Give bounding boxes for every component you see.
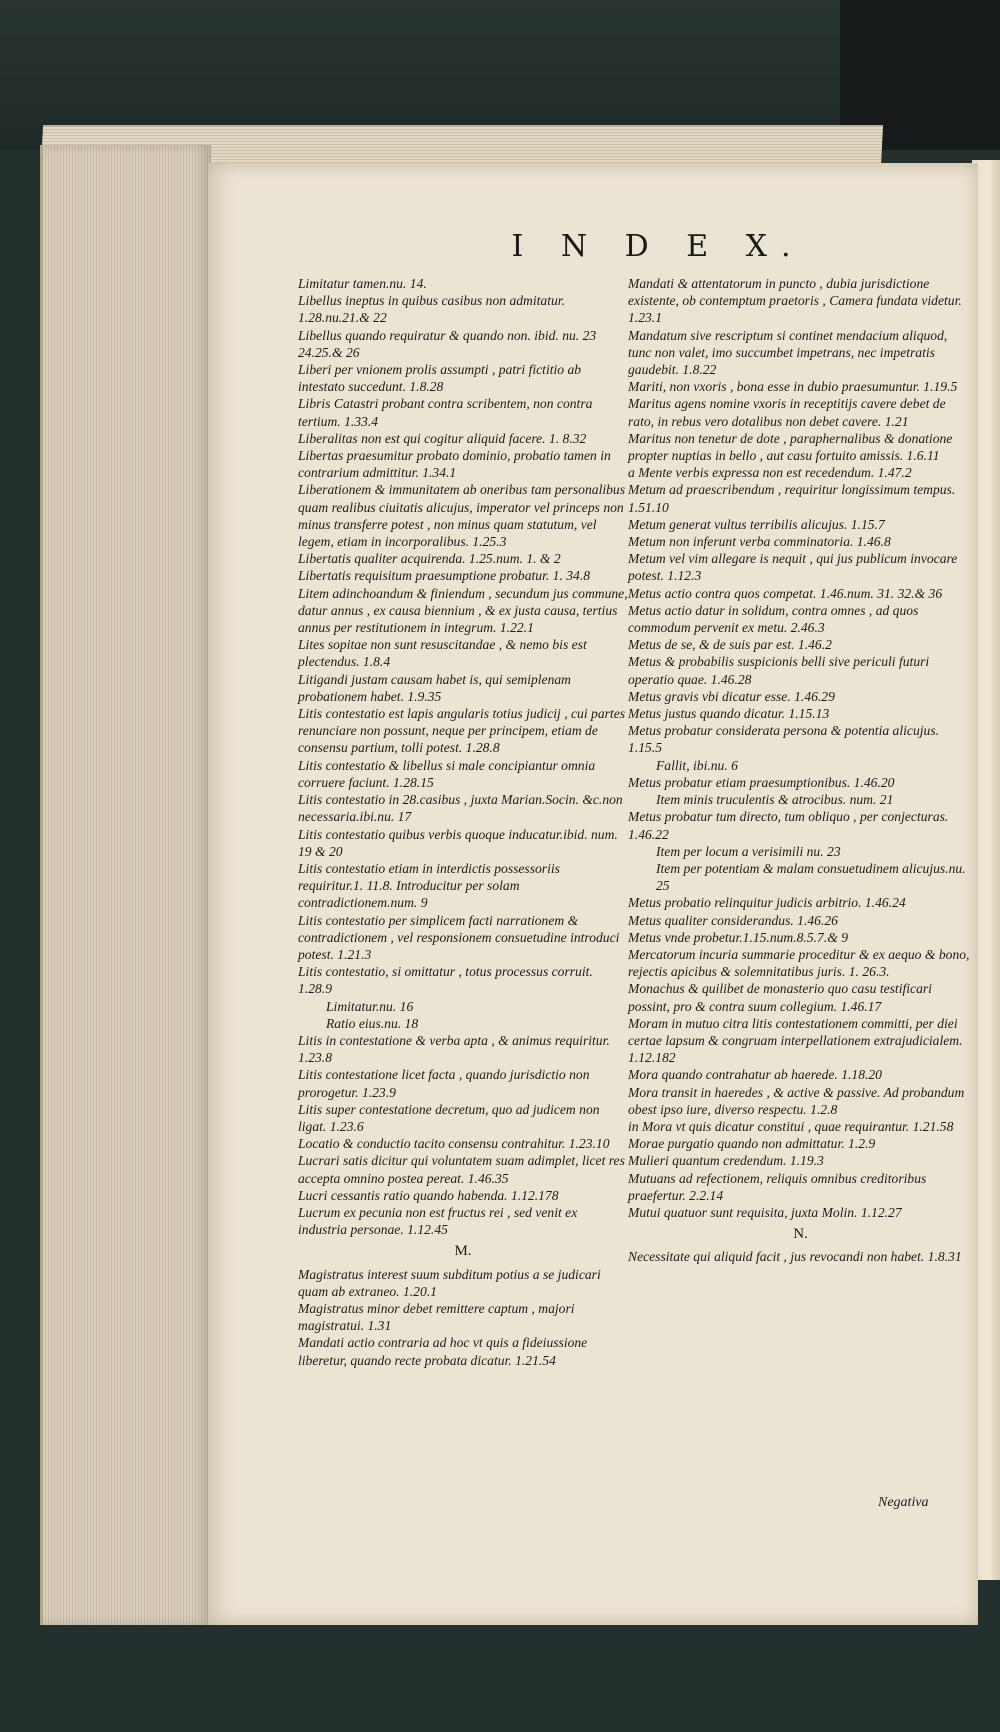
index-entry: Maritus non tenetur de dote , paraphernalibus & donatione propter nuptias in bello , aut casu fortuito amissis. 1.6.11 bbox=[628, 430, 953, 464]
index-entry: Necessitate qui aliquid facit , jus revocandi non habet. 1.8.31 bbox=[628, 1249, 962, 1265]
left-column bbox=[298, 275, 628, 1369]
index-entry: Metus justus quando dicatur. 1.15.13 bbox=[628, 706, 830, 722]
index-entry: Metus probatur considerata persona & potentia alicujus. 1.15.5 bbox=[628, 723, 940, 756]
index-entry: Lites sopitae non sunt resuscitandae , & nemo bis est plectendus. 1.8.4 bbox=[298, 637, 587, 670]
index-entry: Mutuans ad refectionem, reliquis omnibus creditoribus praefertur. 2.2.14 bbox=[628, 1170, 927, 1203]
section-letter: M. bbox=[454, 1243, 472, 1260]
index-entry: Morae purgatio quando non admittatur. 1.2.9 bbox=[628, 1136, 876, 1152]
index-entry: Magistratus interest suum subditum potius a se judicari quam ab extraneo. 1.20.1 bbox=[298, 1266, 601, 1299]
index-entry: Lucrari satis dicitur qui voluntatem suam adimplet, licet res accepta omnino postea pereat. 1.46.35 bbox=[298, 1153, 625, 1186]
index-entry: Libertas praesumitur probato dominio, probatio tamen in contrarium admittitur. 1.34.1 bbox=[298, 448, 611, 481]
index-entry: Metum generat vultus terribilis alicujus. 1.15.7 bbox=[628, 516, 885, 532]
index-entry: Metum ad praescribendum , requiritur longissimum tempus. 1.51.10 bbox=[628, 482, 956, 515]
index-entry: Liberi per vnionem prolis assumpti , patri fictitio ab intestato succedunt. 1.8.28 bbox=[298, 362, 582, 395]
index-entry: Ratio eius.nu. 18 bbox=[326, 1015, 419, 1031]
index-page bbox=[208, 163, 978, 1625]
index-entry: Lucrum ex pecunia non est fructus rei , sed venit ex industria personae. 1.12.45 bbox=[298, 1204, 578, 1238]
page-heading: I N D E X. bbox=[511, 229, 805, 264]
index-entry: Liberationem & immunitatem ab oneribus tam personalibus quam realibus ciuitatis alicujus, imperator vel princeps non minus transferre potest , non minus quam statutum, vel legem, etiam in incorporalibus. 1.25.3 bbox=[298, 482, 626, 550]
index-entry: Metus gravis vbi dicatur esse. 1.46.29 bbox=[628, 688, 835, 704]
right-column bbox=[628, 275, 973, 1266]
index-entry: Litis in contestatione & verba apta , & animus requiritur. 1.23.8 bbox=[298, 1032, 610, 1066]
index-entry: Litis contestatione licet facta , quando jurisdictio non prorogetur. 1.23.9 bbox=[298, 1067, 590, 1100]
index-entry: a Mente verbis expressa non est recedendum. 1.47.2 bbox=[628, 465, 912, 481]
index-entry: Litis contestatio est lapis angularis totius judicij , cui partes renunciare non possunt, neque per principem, etiam de consensu partium, tolli potest. 1.28.8 bbox=[298, 706, 626, 756]
section-letter: N. bbox=[793, 1226, 808, 1243]
index-entry: Metus & probabilis suspicionis belli sive periculi futuri operatio quae. 1.46.28 bbox=[628, 654, 930, 687]
index-entry: Mariti, non vxoris , bona esse in dubio praesumuntur. 1.19.5 bbox=[628, 379, 958, 395]
index-entry: Moram in mutuo citra litis contestationem committi, per diei certae lapsum & congruam interpellationem extrajudicialem. 1.12.182 bbox=[628, 1015, 963, 1066]
index-entry: Libertatis qualiter acquirenda. 1.25.num. 1. & 2 bbox=[298, 551, 561, 567]
index-entry: Litis contestatio per simplicem facti narrationem & contradictionem , vel responsionem consuetudine introduci potest. 1.21.3 bbox=[298, 912, 620, 962]
index-entry: Libertatis requisitum praesumptione probatur. 1. 34.8 bbox=[298, 568, 591, 584]
index-entry: Litigandi justam causam habet is, qui semiplenam probationem habet. 1.9.35 bbox=[298, 671, 572, 704]
index-entry: Metus probatur tum directo, tum obliquo , per conjecturas. 1.46.22 bbox=[628, 809, 949, 842]
index-entry: Maritus agens nomine vxoris in receptitijs cavere debet de rato, in rebus vero dotalibus non debet cavere. 1.21 bbox=[628, 396, 946, 429]
index-entry: Locatio & conductio tacito consensu contrahitur. 1.23.10 bbox=[298, 1136, 610, 1152]
index-entry: Limitatur.nu. 16 bbox=[326, 998, 414, 1014]
index-entry: Metus qualiter considerandus. 1.46.26 bbox=[628, 912, 838, 928]
index-entry: Mora quando contrahatur ab haerede. 1.18.20 bbox=[628, 1067, 882, 1083]
index-entry: Metus actio contra quos competat. 1.46.num. 31. 32.& 36 bbox=[628, 585, 943, 601]
index-entry: Metus vnde probetur.1.15.num.8.5.7.& 9 bbox=[628, 929, 848, 945]
index-entry: Metus actio datur in solidum, contra omnes , ad quos commodum pervenit ex metu. 2.46.3 bbox=[628, 602, 919, 636]
index-entry: Fallit, ibi.nu. 6 bbox=[656, 757, 738, 773]
index-entry: Mutui quatuor sunt requisita, juxta Molin. 1.12.27 bbox=[628, 1204, 902, 1220]
index-entry: Metum non inferunt verba comminatoria. 1.46.8 bbox=[628, 534, 891, 550]
index-entry: Litis contestatio in 28.casibus , juxta Marian.Socin. &c.non necessaria.ibi.nu. 17 bbox=[298, 792, 623, 825]
catchword: Negativa bbox=[878, 1495, 929, 1510]
index-entry: Litis super contestatione decretum, quo ad judicem non ligat. 1.23.6 bbox=[298, 1101, 600, 1134]
index-entry: Item per locum a verisimili nu. 23 bbox=[656, 843, 841, 859]
index-entry: Metum vel vim allegare is nequit , qui jus publicum invocare potest. 1.12.3 bbox=[628, 551, 958, 584]
index-entry: Mulieri quantum credendum. 1.19.3 bbox=[628, 1153, 824, 1169]
index-entry: Mora transit in haeredes , & active & passive. Ad probandum obest ipso iure, diverso respectu. 1.2.8 bbox=[628, 1084, 965, 1117]
index-entry: Libellus quando requiratur & quando non. ibid. nu. 23 24.25.& 26 bbox=[298, 327, 597, 360]
index-entry: Litis contestatio quibus verbis quoque inducatur.ibid. num. 19 & 20 bbox=[298, 826, 618, 859]
index-entry: Litem adinchoandum & finiendum , secundum jus commune, datur annus , ex causa biennium , & ex justa causa, tertius annus per restitutionem in integrum. 1.22.1 bbox=[298, 585, 628, 636]
index-entry: Libris Catastri probant contra scribentem, non contra tertium. 1.33.4 bbox=[298, 396, 593, 429]
index-entry: Mandati & attentatorum in puncto , dubia jurisdictione existente, ob contemptum praetoris , Camera fundata videtur. 1.23.1 bbox=[628, 276, 962, 326]
index-entry: Item per potentiam & malam consuetudinem alicujus.nu. 25 bbox=[656, 860, 966, 894]
index-entry: Litis contestatio & libellus si male concipiantur omnia corruere faciunt. 1.28.15 bbox=[298, 757, 596, 790]
index-entry: Limitatur tamen.nu. 14. bbox=[298, 276, 427, 291]
index-entry: Monachus & quilibet de monasterio quo casu testificari possint, pro & contra suum collegium. 1.46.17 bbox=[628, 981, 932, 1014]
index-entry: Metus de se, & de suis par est. 1.46.2 bbox=[628, 637, 832, 653]
index-entry: in Mora vt quis dicatur constitui , quae requirantur. 1.21.58 bbox=[628, 1118, 954, 1134]
book bbox=[22, 125, 982, 1625]
index-entry: Mandatum sive rescriptum si continet mendacium aliquod, tunc non valet, imo succumbet impetrans, nec impetratis gaudebit. 1.8.22 bbox=[628, 327, 948, 378]
index-entry: Libellus ineptus in quibus casibus non admitatur. 1.28.nu.21.& 22 bbox=[298, 293, 565, 326]
index-entry: Magistratus minor debet remittere captum , majori magistratui. 1.31 bbox=[298, 1300, 575, 1334]
index-entry: Mercatorum incuria summarie proceditur & ex aequo & bono, rejectis apicibus & solemnitatibus juris. 1. 26.3. bbox=[628, 946, 970, 980]
index-entry: Lucri cessantis ratio quando habenda. 1.12.178 bbox=[298, 1187, 559, 1203]
index-entry: Liberalitas non est qui cogitur aliquid facere. 1. 8.32 bbox=[298, 430, 587, 446]
index-entry: Metus probatio relinquitur judicis arbitrio. 1.46.24 bbox=[628, 895, 906, 911]
index-entry: Mandati actio contraria ad hoc vt quis a fideiussione liberetur, quando recte probata dicatur. 1.21.54 bbox=[298, 1335, 588, 1368]
index-entry: Litis contestatio, si omittatur , totus processus corruit. 1.28.9 bbox=[298, 964, 593, 997]
index-entry: Metus probatur etiam praesumptionibus. 1.46.20 bbox=[628, 774, 895, 790]
page-block-side bbox=[40, 145, 211, 1625]
index-entry: Litis contestatio etiam in interdictis possessoriis requiritur.1. 11.8. Introducitur per solam contradictionem.num. 9 bbox=[298, 860, 560, 911]
index-entry: Item minis truculentis & atrocibus. num. 21 bbox=[656, 792, 894, 808]
